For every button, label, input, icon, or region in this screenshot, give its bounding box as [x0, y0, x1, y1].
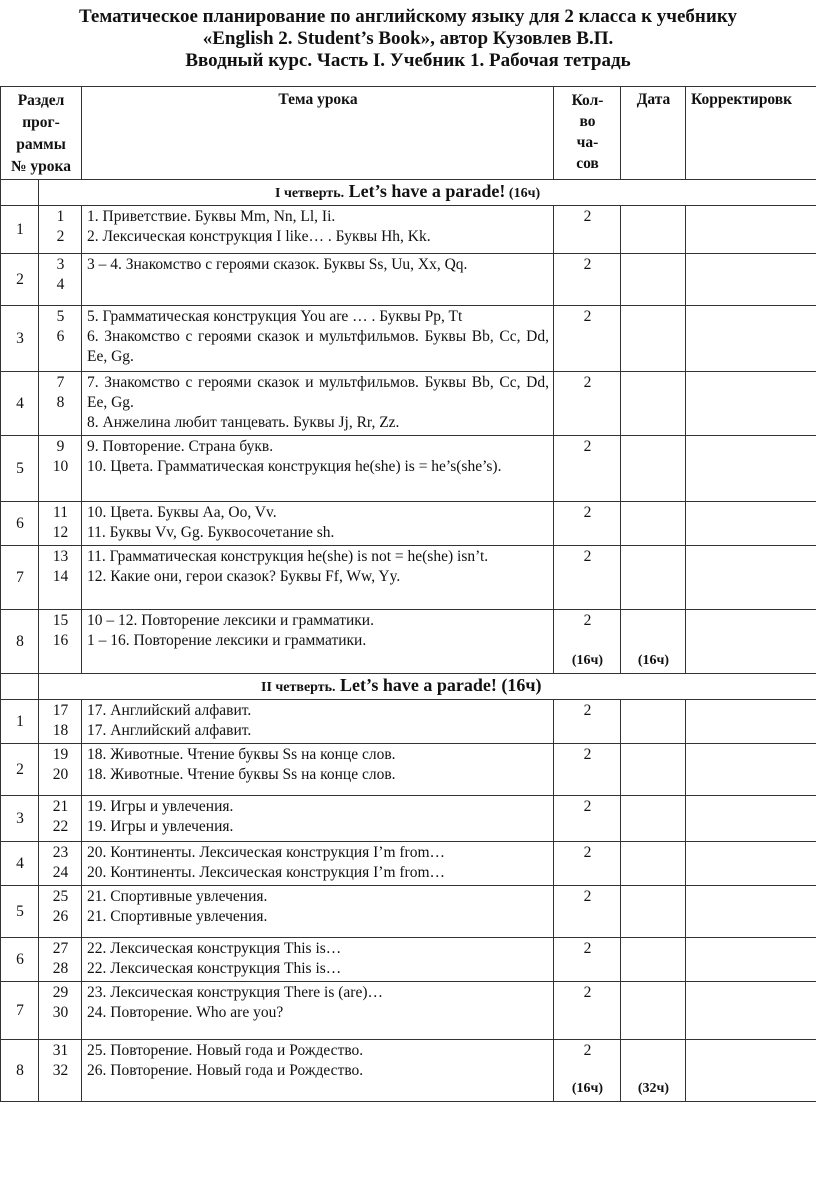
- lesson-numbers: 11 12: [39, 502, 82, 546]
- table-row: [1, 1040, 816, 1102]
- hours-value: 2: [583, 746, 592, 763]
- lesson-date: [621, 886, 686, 938]
- lesson-topic: 22. Лексическая конструкция This is… 22. Лексическая конструкция This is…: [82, 938, 554, 982]
- lesson-numbers: 13 14: [39, 546, 82, 610]
- hours-value: 2: [583, 208, 592, 225]
- lesson-date: [621, 306, 686, 372]
- section-number: 1: [1, 206, 39, 254]
- lesson-date: [621, 502, 686, 546]
- lesson-date: [621, 254, 686, 306]
- lesson-topic: 9. Повторение. Страна букв. 10. Цвета. Грамматическая конструкция he(she) is = he’s(she’s).: [82, 436, 554, 502]
- lesson-correction: [686, 1040, 816, 1102]
- lesson-numbers: 27 28: [39, 938, 82, 982]
- lesson-hours: [554, 886, 621, 938]
- title-line-2: «English 2. Student’s Book», автор Кузовлев В.П.: [202, 28, 614, 49]
- lesson-correction: [686, 546, 816, 610]
- lesson-correction: [686, 700, 816, 744]
- lesson-hours: [554, 796, 621, 842]
- lesson-date: [621, 436, 686, 502]
- lesson-date: [621, 938, 686, 982]
- total-hours: (16ч): [571, 1081, 604, 1096]
- lesson-topic: 5. Грамматическая конструкция You are … . Буквы Pp, Tt 6. Знакомство с героями сказок и мультфильмов. Буквы Bb, Cc, Dd, Ee, Gg.: [82, 306, 554, 372]
- table-row: [1, 744, 816, 796]
- lesson-numbers: 1 2: [39, 206, 82, 254]
- section-number: 8: [1, 610, 39, 674]
- table-row: [1, 306, 816, 372]
- lesson-date: [621, 372, 686, 436]
- section-number: 1: [1, 700, 39, 744]
- hours-value: 2: [583, 702, 592, 719]
- document-title: [0, 6, 816, 72]
- section-number: 2: [1, 254, 39, 306]
- lesson-hours: [554, 1040, 621, 1102]
- lesson-date: [621, 982, 686, 1040]
- planning-table: [0, 86, 816, 1102]
- table-row: [1, 842, 816, 886]
- lesson-date: [621, 206, 686, 254]
- section-number: 3: [1, 796, 39, 842]
- section-number: 5: [1, 886, 39, 938]
- lesson-correction: [686, 842, 816, 886]
- hours-value: 2: [583, 256, 592, 273]
- hours-value: 2: [583, 1042, 592, 1059]
- quarter-blank-cell: [1, 674, 39, 700]
- hours-value: 2: [583, 844, 592, 861]
- lesson-topic: 25. Повторение. Новый года и Рождество. 26. Повторение. Новый года и Рождество.: [82, 1040, 554, 1102]
- lesson-hours: [554, 938, 621, 982]
- total-date: (16ч): [637, 653, 670, 668]
- quarter-prefix: I четверть.: [275, 186, 345, 201]
- hours-value: 2: [583, 504, 592, 521]
- lesson-numbers: 19 20: [39, 744, 82, 796]
- lesson-numbers: 21 22: [39, 796, 82, 842]
- header-hours: Кол- во ча- сов: [554, 87, 621, 180]
- table-row: [1, 546, 816, 610]
- lesson-hours: [554, 546, 621, 610]
- lesson-topic: 19. Игры и увлечения. 19. Игры и увлечения.: [82, 796, 554, 842]
- table-row: [1, 700, 816, 744]
- lesson-topic: 23. Лексическая конструкция There is (are)… 24. Повторение. Who are you?: [82, 982, 554, 1040]
- lesson-hours: [554, 502, 621, 546]
- header-row: [1, 87, 816, 180]
- lesson-numbers: 15 16: [39, 610, 82, 674]
- lesson-date: [621, 744, 686, 796]
- lesson-topic: 18. Животные. Чтение буквы Ss на конце слов. 18. Животные. Чтение буквы Ss на конце слов.: [82, 744, 554, 796]
- lesson-numbers: 29 30: [39, 982, 82, 1040]
- lesson-numbers: 3 4: [39, 254, 82, 306]
- lesson-topic: 3 – 4. Знакомство с героями сказок. Буквы Ss, Uu, Xx, Qq.: [82, 254, 554, 306]
- lesson-topic: 11. Грамматическая конструкция he(she) is not = he(she) isn’t. 12. Какие они, герои сказок? Буквы Ff, Ww, Yy.: [82, 546, 554, 610]
- quarter-blank-cell: [1, 180, 39, 206]
- lesson-hours: [554, 744, 621, 796]
- lesson-correction: [686, 796, 816, 842]
- table-row: [1, 610, 816, 674]
- lesson-topic: 10. Цвета. Буквы Aa, Oo, Vv. 11. Буквы Vv, Gg. Буквосочетание sh.: [82, 502, 554, 546]
- lesson-numbers: 9 10: [39, 436, 82, 502]
- table-row: [1, 502, 816, 546]
- table-row: [1, 886, 816, 938]
- lesson-correction: [686, 610, 816, 674]
- lesson-correction: [686, 938, 816, 982]
- section-number: 6: [1, 938, 39, 982]
- section-number: 5: [1, 436, 39, 502]
- lesson-numbers: 23 24: [39, 842, 82, 886]
- lesson-topic: 10 – 12. Повторение лексики и грамматики. 1 – 16. Повторение лексики и грамматики.: [82, 610, 554, 674]
- lesson-hours: [554, 610, 621, 674]
- lesson-topic: 7. Знакомство с героями сказок и мультфильмов. Буквы Bb, Cc, Dd, Ee, Gg. 8. Анжелина любит танцевать. Буквы Jj, Rr, Zz.: [82, 372, 554, 436]
- quarter-header-row: [1, 674, 816, 700]
- quarter-title: Let’s have a parade!: [344, 181, 506, 201]
- table-row: [1, 372, 816, 436]
- quarter-title-cell: [39, 180, 816, 206]
- lesson-hours: [554, 982, 621, 1040]
- lesson-date: [621, 700, 686, 744]
- table-row: [1, 982, 816, 1040]
- hours-value: 2: [583, 438, 592, 455]
- table-row: [1, 436, 816, 502]
- section-number: 3: [1, 306, 39, 372]
- lesson-correction: [686, 254, 816, 306]
- lesson-hours: [554, 206, 621, 254]
- lesson-hours: [554, 700, 621, 744]
- section-number: 4: [1, 372, 39, 436]
- title-line-3: Вводный курс. Часть I. Учебник 1. Рабочая тетрадь: [185, 50, 631, 71]
- total-date: (32ч): [637, 1081, 670, 1096]
- lesson-date: [621, 610, 686, 674]
- lesson-correction: [686, 436, 816, 502]
- hours-value: 2: [583, 612, 592, 629]
- table-row: [1, 254, 816, 306]
- lesson-topic: 20. Континенты. Лексическая конструкция I’m from… 20. Континенты. Лексическая конструкция I’m from…: [82, 842, 554, 886]
- title-line-1: Тематическое планирование по английскому языку для 2 класса к учебнику: [78, 6, 738, 27]
- section-number: 7: [1, 546, 39, 610]
- quarter-title-cell: [39, 674, 816, 700]
- lesson-correction: [686, 744, 816, 796]
- quarter-title: Let’s have a parade! (16ч): [335, 675, 542, 695]
- lesson-topic: 17. Английский алфавит. 17. Английский алфавит.: [82, 700, 554, 744]
- lesson-hours: [554, 842, 621, 886]
- section-number: 4: [1, 842, 39, 886]
- total-hours: (16ч): [571, 653, 604, 668]
- lesson-hours: [554, 306, 621, 372]
- quarter-header-row: [1, 180, 816, 206]
- lesson-topic: 21. Спортивные увлечения. 21. Спортивные увлечения.: [82, 886, 554, 938]
- lesson-numbers: 5 6: [39, 306, 82, 372]
- hours-value: 2: [583, 940, 592, 957]
- lesson-correction: [686, 372, 816, 436]
- lesson-correction: [686, 206, 816, 254]
- lesson-correction: [686, 982, 816, 1040]
- lesson-topic: 1. Приветствие. Буквы Mm, Nn, Ll, Ii. 2. Лексическая конструкция I like… . Буквы Hh, Kk.: [82, 206, 554, 254]
- hours-value: 2: [583, 984, 592, 1001]
- header-date: Дата: [621, 87, 686, 180]
- header-section: Раздел прог- раммы № урока: [1, 87, 82, 180]
- hours-value: 2: [583, 798, 592, 815]
- section-number: 6: [1, 502, 39, 546]
- table-row: [1, 938, 816, 982]
- lesson-numbers: 7 8: [39, 372, 82, 436]
- table-row: [1, 206, 816, 254]
- lesson-date: [621, 796, 686, 842]
- lesson-numbers: 25 26: [39, 886, 82, 938]
- hours-value: 2: [583, 374, 592, 391]
- section-number: 2: [1, 744, 39, 796]
- lesson-correction: [686, 502, 816, 546]
- lesson-hours: [554, 254, 621, 306]
- lesson-correction: [686, 306, 816, 372]
- hours-value: 2: [583, 308, 592, 325]
- lesson-hours: [554, 436, 621, 502]
- lesson-numbers: 17 18: [39, 700, 82, 744]
- header-topic: Тема урока: [82, 87, 554, 180]
- section-number: 8: [1, 1040, 39, 1102]
- quarter-prefix: II четверть.: [261, 680, 336, 695]
- section-number: 7: [1, 982, 39, 1040]
- lesson-numbers: 31 32: [39, 1040, 82, 1102]
- header-correction: Корректировк: [686, 87, 816, 180]
- quarter-hours: (16ч): [505, 186, 541, 201]
- lesson-date: [621, 842, 686, 886]
- lesson-correction: [686, 886, 816, 938]
- lesson-date: [621, 546, 686, 610]
- hours-value: 2: [583, 888, 592, 905]
- hours-value: 2: [583, 548, 592, 565]
- lesson-date: [621, 1040, 686, 1102]
- lesson-hours: [554, 372, 621, 436]
- table-row: [1, 796, 816, 842]
